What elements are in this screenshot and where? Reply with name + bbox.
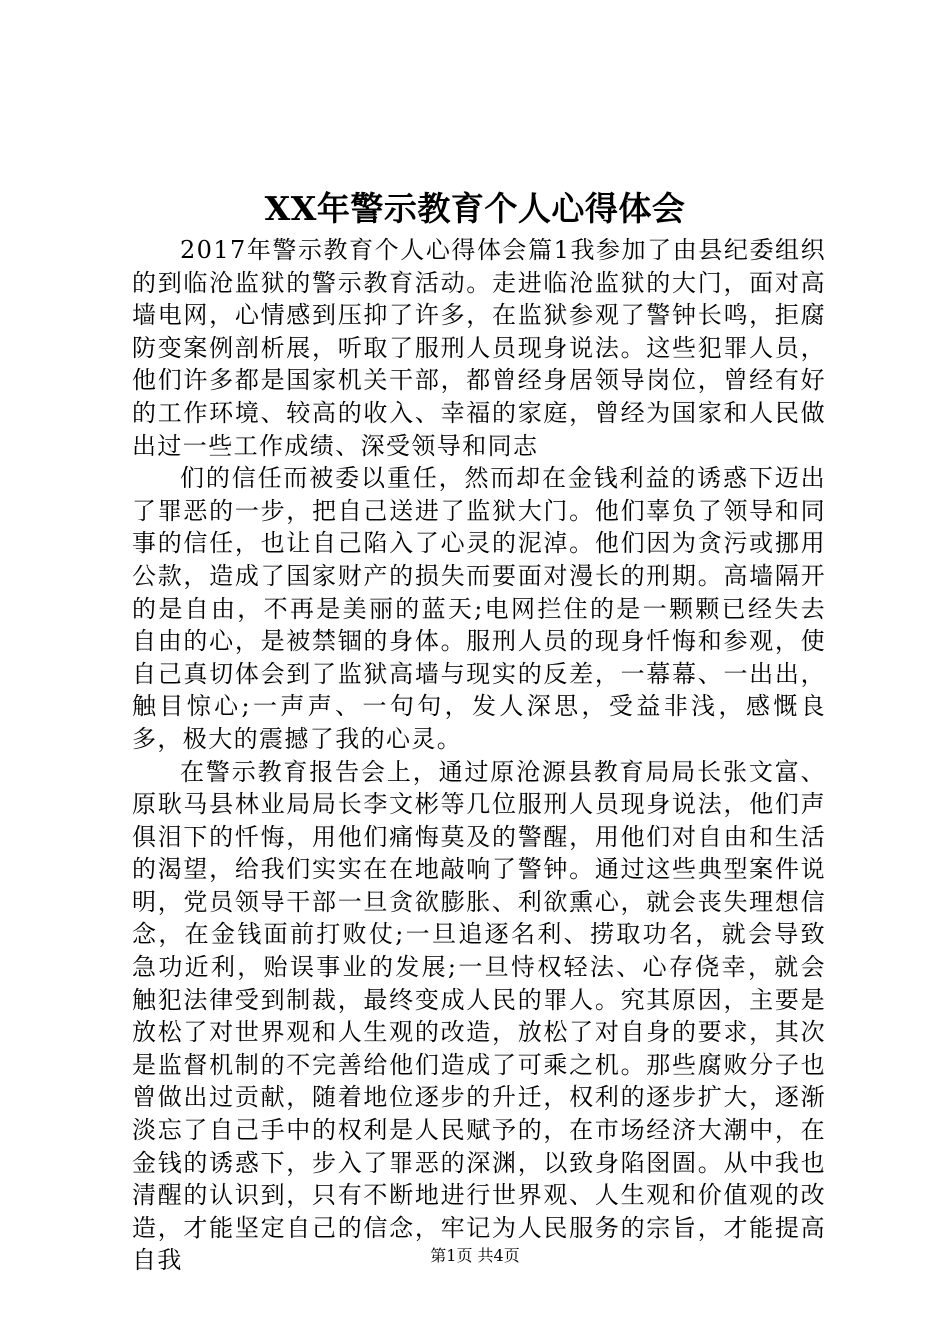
- paragraph-2: 们的信任而被委以重任，然而却在金钱利益的诱惑下迈出了罪恶的一步，把自己送进了监狱大门。他们辜负了领导和同事的信任，也让自己陷入了心灵的泥淖。他们因为贪污或挪用公款，造成了国家财产的损失而要面对漫长的刑期。高墙隔开的是自由，不再是美丽的蓝天;电网拦住的是一颗颗已经失去自由的心，是被禁锢的身体。服刑人员的现身忏悔和参观，使自己真切体会到了监狱高墙与现实的反差，一幕幕、一出出，触目惊心;一声声、一句句，发人深思，受益非浅，感慨良多，极大的震撼了我的心灵。: [132, 464, 826, 753]
- paragraph-3: 在警示教育报告会上，通过原沧源县教育局局长张文富、原耿马县林业局局长李文彬等几位服刑人员现身说法，他们声俱泪下的忏悔，用他们痛悔莫及的警醒，用他们对自由和生活的渴望，给我们实实在在地敲响了警钟。通过这些典型案件说明，党员领导干部一旦贪欲膨胀、利欲熏心，就会丧失理想信念，在金钱面前打败仗;一旦追逐名利、捞取功名，就会导致急功近利，贻误事业的发展;一旦恃权轻法、心存侥幸，就会触犯法律受到制裁，最终变成人民的罪人。究其原因，主要是放松了对世界观和人生观的改造，放松了对自身的要求，其次是监督机制的不完善给他们造成了可乘之机。那些腐败分子也曾做出过贡献，随着地位逐步的升迁，权利的逐步扩大，逐渐淡忘了自己手中的权利是人民赋予的，在市场经济大潮中，在金钱的诱惑下，步入了罪恶的深渊，以致身陷囹圄。从中我也清醒的认识到，只有不断地进行世界观、人生观和价值观的改造，才能坚定自己的信念，牢记为人民服务的宗旨，才能提高自我: [132, 757, 826, 1275]
- document-body: [132, 234, 826, 1277]
- paragraph-1: 2017年警示教育个人心得体会篇1我参加了由县纪委组织的到临沧监狱的警示教育活动。走进临沧监狱的大门，面对高墙电网，心情感到压抑了许多，在监狱参观了警钟长鸣，拒腐防变案例剖析展，听取了服刑人员现身说法。这些犯罪人员，他们许多都是国家机关干部，都曾经身居领导岗位，曾经有好的工作环境、较高的收入、幸福的家庭，曾经为国家和人民做出过一些工作成绩、深受领导和同志: [132, 236, 826, 460]
- page-number-footer: 第1页 共4页: [430, 1246, 520, 1265]
- document-title: XX年警示教育个人心得体会: [264, 189, 686, 228]
